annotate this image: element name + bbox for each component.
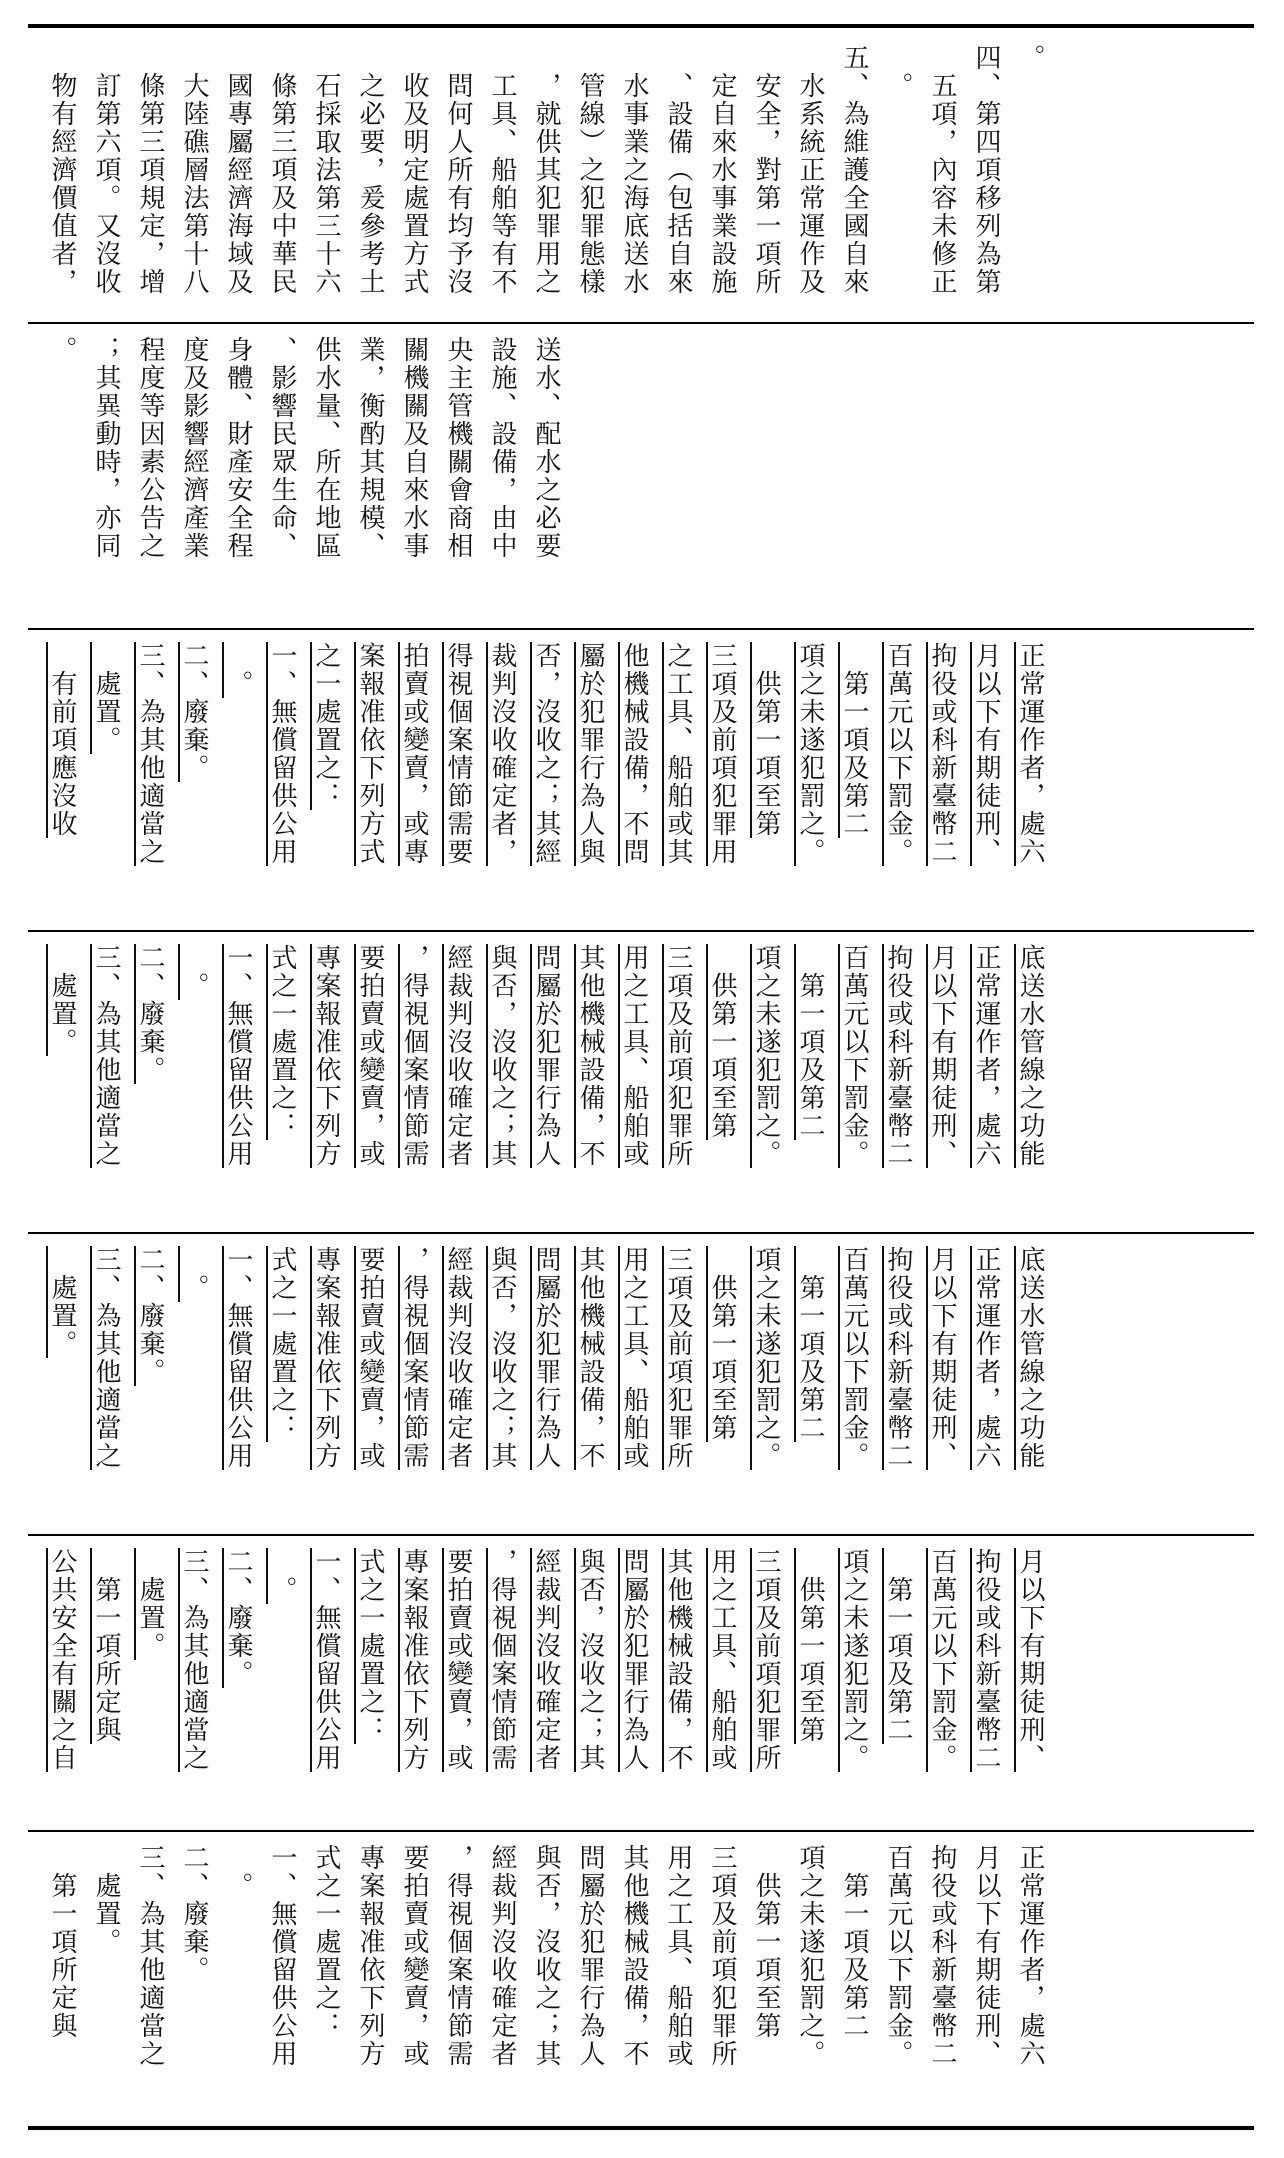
text-column: 處置。 bbox=[91, 1844, 121, 1956]
text-column: 第一項所定與 bbox=[91, 1548, 121, 1744]
text-column: 用之工具、船舶或 bbox=[707, 1548, 737, 1772]
text-column: 拍賣或變賣，或專 bbox=[399, 642, 429, 866]
text-column: 第一項及第二 bbox=[795, 944, 825, 1140]
text-column: ，得視個案情節需 bbox=[399, 944, 429, 1168]
text-column: 處置。 bbox=[135, 1548, 165, 1660]
text-column: 百萬元以下罰金。 bbox=[839, 944, 869, 1168]
section-amended-text bbox=[40, 934, 1240, 1230]
section-divider bbox=[28, 1534, 1254, 1536]
text-column: 項之未遂犯罰之。 bbox=[795, 1844, 825, 2068]
text-column: 否，沒收之；其經 bbox=[531, 642, 561, 866]
text-column: 問屬於犯罪行為人 bbox=[531, 1246, 561, 1470]
text-column: 屬於犯罪行為人與 bbox=[575, 642, 605, 866]
text-column: 經裁判沒收確定者 bbox=[487, 1844, 517, 2068]
text-column: 。 bbox=[179, 944, 209, 1000]
text-column: 正常運作者，處六 bbox=[1015, 642, 1045, 866]
text-column: 用之工具、船舶或 bbox=[619, 944, 649, 1168]
text-column: 二、廢棄。 bbox=[179, 1844, 209, 1984]
text-column: 專案報准依下列方 bbox=[355, 1844, 385, 2068]
section-amended-text bbox=[40, 1236, 1240, 1532]
text-column: 式之一處置之： bbox=[311, 1844, 341, 2040]
text-column: 式之一處置之： bbox=[267, 944, 297, 1140]
section-amended-text bbox=[40, 1538, 1240, 1828]
text-column: 處置。 bbox=[91, 642, 121, 754]
text-column: 二、廢棄。 bbox=[135, 1246, 165, 1386]
text-column: 供第一項至第 bbox=[751, 1844, 781, 2040]
text-column: 三項及前項犯罪所 bbox=[751, 1548, 781, 1772]
text-column: 正常運作者，處六 bbox=[971, 1246, 1001, 1470]
text-column: 第一項及第二 bbox=[795, 1246, 825, 1442]
text-column: 經裁判沒收確定者 bbox=[443, 1246, 473, 1470]
text-column: 百萬元以下罰金。 bbox=[883, 642, 913, 866]
text-column: 專案報准依下列方 bbox=[311, 944, 341, 1168]
section-announcement bbox=[40, 326, 1240, 626]
text-column: 定自來水事業設施 bbox=[707, 44, 737, 296]
text-column: 三項及前項犯罪所 bbox=[663, 1246, 693, 1470]
text-column: ，得視個案情節需 bbox=[399, 1246, 429, 1470]
text-column: 條第三項規定，增 bbox=[135, 44, 165, 296]
text-column: 水事業之海底送水 bbox=[619, 44, 649, 296]
text-column: 工具、船舶等有不 bbox=[487, 44, 517, 296]
text-column: 式之一處置之： bbox=[355, 1548, 385, 1744]
text-column: 正常運作者，處六 bbox=[971, 944, 1001, 1168]
text-column: 專案報准依下列方 bbox=[311, 1246, 341, 1470]
text-column: 。 bbox=[179, 1246, 209, 1302]
text-column: 大陸礁層法第十八 bbox=[179, 44, 209, 296]
text-column: 供第一項至第 bbox=[795, 1548, 825, 1744]
text-column: 水系統正常運作及 bbox=[795, 44, 825, 296]
text-column: 國專屬經濟海域及 bbox=[223, 44, 253, 296]
text-column: 第一項及第二 bbox=[883, 1548, 913, 1744]
text-column: 業，衡酌其規模、 bbox=[355, 336, 385, 560]
text-column: 其他機械設備，不 bbox=[575, 1246, 605, 1470]
text-column: 二、廢棄。 bbox=[179, 642, 209, 782]
text-column: 與否，沒收之；其 bbox=[487, 1246, 517, 1470]
text-column: 之一處置之： bbox=[311, 642, 341, 810]
text-column: 五、為維護全國自來 bbox=[839, 44, 869, 296]
section-current-text bbox=[40, 1834, 1240, 2124]
section-text bbox=[40, 326, 568, 626]
text-column: 三項及前項犯罪用 bbox=[707, 642, 737, 866]
text-column: 正常運作者，處六 bbox=[1015, 1844, 1045, 2068]
text-column: 供第一項至第 bbox=[751, 642, 781, 838]
text-column: 第一項所定與 bbox=[47, 1844, 77, 2040]
text-column: 物有經濟價值者， bbox=[47, 44, 77, 296]
text-column: 供第一項至第 bbox=[707, 1246, 737, 1442]
text-column: 公共安全有關之自 bbox=[47, 1548, 77, 1772]
text-column: 月以下有期徒刑、 bbox=[927, 1246, 957, 1470]
text-column: 處置。 bbox=[47, 1246, 77, 1358]
text-column: 經裁判沒收確定者 bbox=[443, 944, 473, 1168]
text-column: 之工具、船舶或其 bbox=[663, 642, 693, 866]
text-column: 項之未遂犯罰之。 bbox=[839, 1548, 869, 1772]
text-column: 案報准依下列方式 bbox=[355, 642, 385, 866]
text-column: 其他機械設備，不 bbox=[663, 1548, 693, 1772]
text-column: 。 bbox=[47, 336, 77, 364]
text-column: ；其異動時，亦同 bbox=[91, 336, 121, 560]
text-column: 一、無償留供公用 bbox=[311, 1548, 341, 1772]
text-column: ，就供其犯罪用之 bbox=[531, 44, 561, 296]
text-column: 三項及前項犯罪所 bbox=[707, 1844, 737, 2068]
text-column: 有前項應沒收 bbox=[47, 642, 77, 838]
text-column: 央主管機關會商相 bbox=[443, 336, 473, 560]
text-column: 四、第四項移列為第 bbox=[971, 44, 1001, 296]
text-column: 供水量、所在地區 bbox=[311, 336, 341, 560]
text-column: 項之未遂犯罰之。 bbox=[751, 1246, 781, 1470]
text-column: 與否，沒收之；其 bbox=[531, 1844, 561, 2068]
text-column: 訂第六項。又沒收 bbox=[91, 44, 121, 296]
section-text bbox=[40, 34, 1052, 320]
section-text bbox=[40, 1538, 1052, 1828]
text-column: 三、為其他適當之 bbox=[135, 1844, 165, 2068]
text-column: 設施、設備，由中 bbox=[487, 336, 517, 560]
top-rule bbox=[28, 24, 1254, 28]
section-text bbox=[40, 934, 1052, 1230]
text-column: 關機關及自來水事 bbox=[399, 336, 429, 560]
text-column: 百萬元以下罰金。 bbox=[927, 1548, 957, 1772]
text-column: 項之未遂犯罰之。 bbox=[795, 642, 825, 866]
text-column: 二、廢棄。 bbox=[135, 944, 165, 1084]
text-column: 供第一項至第 bbox=[707, 944, 737, 1140]
text-column: 項之未遂犯罰之。 bbox=[751, 944, 781, 1168]
text-column: 之必要，爰參考土 bbox=[355, 44, 385, 296]
text-column: 一、無償留供公用 bbox=[267, 642, 297, 866]
text-column: 裁判沒收確定者， bbox=[487, 642, 517, 866]
text-column: 三、為其他適當之 bbox=[91, 944, 121, 1168]
text-column: 。 bbox=[223, 642, 253, 698]
section-divider bbox=[28, 322, 1254, 324]
text-column: 安全，對第一項所 bbox=[751, 44, 781, 296]
section-text bbox=[40, 1236, 1052, 1532]
text-column: 收及明定處置方式 bbox=[399, 44, 429, 296]
text-column: 處置。 bbox=[47, 944, 77, 1056]
text-column: 底送水管線之功能 bbox=[1015, 1246, 1045, 1470]
section-divider bbox=[28, 930, 1254, 932]
text-column: ，得視個案情節需 bbox=[443, 1844, 473, 2068]
text-column: 專案報准依下列方 bbox=[399, 1548, 429, 1772]
text-column: 第一項及第二 bbox=[839, 642, 869, 838]
text-column: 其他機械設備，不 bbox=[575, 944, 605, 1168]
text-column: 、影響民眾生命、 bbox=[267, 336, 297, 560]
text-column: 用之工具、船舶或 bbox=[663, 1844, 693, 2068]
text-column: 得視個案情節需要 bbox=[443, 642, 473, 866]
text-column: 一、無償留供公用 bbox=[223, 944, 253, 1168]
text-column: 經裁判沒收確定者 bbox=[531, 1548, 561, 1772]
text-column: 式之一處置之： bbox=[267, 1246, 297, 1442]
text-column: 月以下有期徒刑、 bbox=[1015, 1548, 1045, 1772]
text-column: 與否，沒收之；其 bbox=[575, 1548, 605, 1772]
text-column: 要拍賣或變賣，或 bbox=[355, 944, 385, 1168]
text-column: 一、無償留供公用 bbox=[223, 1246, 253, 1470]
text-column: 月以下有期徒刑、 bbox=[971, 1844, 1001, 2068]
text-column: 問屬於犯罪行為人 bbox=[575, 1844, 605, 2068]
text-column: 一、無償留供公用 bbox=[267, 1844, 297, 2068]
text-column: 三、為其他適當之 bbox=[91, 1246, 121, 1470]
text-column: 石採取法第三十六 bbox=[311, 44, 341, 296]
text-column: 身體、財產安全程 bbox=[223, 336, 253, 560]
text-column: 三、為其他適當之 bbox=[179, 1548, 209, 1772]
text-column: 。 bbox=[223, 1844, 253, 1900]
text-column: 拘役或科新臺幣二 bbox=[927, 642, 957, 866]
text-column: 百萬元以下罰金。 bbox=[883, 1844, 913, 2068]
section-divider bbox=[28, 628, 1254, 630]
section-divider bbox=[28, 1232, 1254, 1234]
text-column: 拘役或科新臺幣二 bbox=[883, 1246, 913, 1470]
text-column: 要拍賣或變賣，或 bbox=[443, 1548, 473, 1772]
text-column: 。 bbox=[1015, 44, 1045, 72]
text-column: 問屬於犯罪行為人 bbox=[619, 1548, 649, 1772]
text-column: 底送水管線之功能 bbox=[1015, 944, 1045, 1168]
text-column: 他機械設備，不問 bbox=[619, 642, 649, 866]
text-column: 要拍賣或變賣，或 bbox=[399, 1844, 429, 2068]
section-text bbox=[40, 1834, 1052, 2124]
text-column: 要拍賣或變賣，或 bbox=[355, 1246, 385, 1470]
text-column: 月以下有期徒刑、 bbox=[971, 642, 1001, 866]
text-column: 問屬於犯罪行為人 bbox=[531, 944, 561, 1168]
text-column: 程度等因素公告之 bbox=[135, 336, 165, 560]
text-column: 。 bbox=[267, 1548, 297, 1604]
text-column: 第一項及第二 bbox=[839, 1844, 869, 2040]
text-column: 。 bbox=[883, 44, 913, 100]
text-column: 、設備（包括自來 bbox=[663, 44, 693, 296]
section-text bbox=[40, 632, 1052, 928]
text-column: 用之工具、船舶或 bbox=[619, 1246, 649, 1470]
section-explanation bbox=[40, 34, 1240, 320]
text-column: 二、廢棄。 bbox=[223, 1548, 253, 1688]
text-column: 百萬元以下罰金。 bbox=[839, 1246, 869, 1470]
text-column: 拘役或科新臺幣二 bbox=[883, 944, 913, 1168]
text-column: 問何人所有均予沒 bbox=[443, 44, 473, 296]
text-column: 其他機械設備，不 bbox=[619, 1844, 649, 2068]
text-column: 月以下有期徒刑、 bbox=[927, 944, 957, 1168]
section-divider bbox=[28, 1830, 1254, 1832]
text-column: 拘役或科新臺幣二 bbox=[971, 1548, 1001, 1772]
text-column: 與否，沒收之；其 bbox=[487, 944, 517, 1168]
text-column: 送水、配水之必要 bbox=[531, 336, 561, 560]
text-column: 條第三項及中華民 bbox=[267, 44, 297, 296]
text-column: 度及影響經濟產業 bbox=[179, 336, 209, 560]
text-column: 三、為其他適當之 bbox=[135, 642, 165, 866]
text-column: 拘役或科新臺幣二 bbox=[927, 1844, 957, 2068]
text-column: ，得視個案情節需 bbox=[487, 1548, 517, 1772]
text-column: 五項，內容未修正 bbox=[927, 44, 957, 296]
text-column: 三項及前項犯罪所 bbox=[663, 944, 693, 1168]
section-amended-text bbox=[40, 632, 1240, 928]
text-column: 管線）之犯罪態樣 bbox=[575, 44, 605, 296]
bottom-rule bbox=[28, 2126, 1254, 2130]
